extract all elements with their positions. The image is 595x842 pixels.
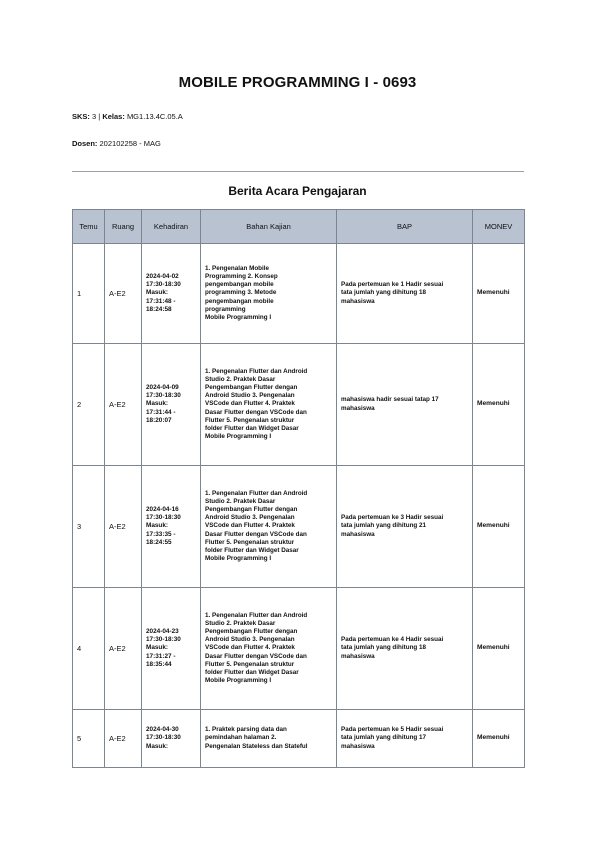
divider — [72, 171, 524, 172]
sks-value: 3 — [92, 112, 97, 121]
cell-kehadiran: 2024-04-02 17:30-18:30 Masuk: 17:31:48 - 18:24:58 — [142, 244, 201, 344]
cell-bap: Pada pertemuan ke 1 Hadir sesuai tata jumlah yang dihitung 18 mahasiswa — [337, 244, 473, 344]
cell-bap: Pada pertemuan ke 4 Hadir sesuai tata jumlah yang dihitung 18 mahasiswa — [337, 588, 473, 710]
col-header-monev: MONEV — [473, 210, 525, 244]
bap-table — [72, 209, 525, 768]
dosen-line — [72, 139, 161, 148]
col-header-bahan-kajian: Bahan Kajian — [201, 210, 337, 244]
cell-ruang: A-E2 — [105, 244, 142, 344]
cell-monev: Memenuhi — [473, 710, 525, 768]
cell-kehadiran: 2024-04-09 17:30-18:30 Masuk: 17:31:44 - 18:20:07 — [142, 344, 201, 466]
cell-monev: Memenuhi — [473, 344, 525, 466]
col-header-ruang: Ruang — [105, 210, 142, 244]
cell-bahan-kajian: 1. Pengenalan Mobile Programming 2. Konsep pengembangan mobile programming 3. Metode pengembangan mobile programming Mobile Programming I — [201, 244, 337, 344]
cell-monev: Memenuhi — [473, 466, 525, 588]
cell-ruang: A-E2 — [105, 588, 142, 710]
col-header-temu: Temu — [73, 210, 105, 244]
meta-separator: | — [98, 112, 101, 121]
col-header-bap: BAP — [337, 210, 473, 244]
cell-monev: Memenuhi — [473, 244, 525, 344]
course-title: MOBILE PROGRAMMING I - 0693 — [178, 74, 417, 91]
sks-kelas-line — [72, 112, 183, 121]
cell-ruang: A-E2 — [105, 710, 142, 768]
dosen-value: 202102258 - MAG — [99, 139, 161, 148]
cell-bahan-kajian: 1. Praktek parsing data dan pemindahan halaman 2. Pengenalan Stateless dan Stateful — [201, 710, 337, 768]
cell-bap: Pada pertemuan ke 5 Hadir sesuai tata jumlah yang dihitung 17 mahasiswa — [337, 710, 473, 768]
cell-temu: 5 — [73, 710, 105, 768]
cell-bahan-kajian: 1. Pengenalan Flutter dan Android Studio 2. Praktek Dasar Pengembangan Flutter dengan Android Studio 3. Pengenalan VSCode dan Flutter 4. Praktek Dasar Flutter dengan VSCode dan Flutter 5. Pengenalan struktur folder Flutter dan Widget Dasar Mobile Programming I — [201, 344, 337, 466]
cell-bap: mahasiswa hadir sesuai tatap 17 mahasiswa — [337, 344, 473, 466]
cell-kehadiran: 2024-04-30 17:30-18:30 Masuk: — [142, 710, 201, 768]
table-header-row — [73, 210, 525, 244]
col-header-kehadiran: Kehadiran — [142, 210, 201, 244]
cell-temu: 1 — [73, 244, 105, 344]
dosen-label: Dosen: — [72, 139, 98, 148]
cell-bahan-kajian: 1. Pengenalan Flutter dan Android Studio 2. Praktek Dasar Pengembangan Flutter dengan Android Studio 3. Pengenalan VSCode dan Flutter 4. Praktek Dasar Flutter dengan VSCode dan Flutter 5. Pengenalan struktur folder Flutter dan Widget Dasar Mobile Programming I — [201, 588, 337, 710]
table-row — [73, 244, 525, 344]
kelas-value: MG1.13.4C.05.A — [126, 112, 183, 121]
cell-bap: Pada pertemuan ke 3 Hadir sesuai tata jumlah yang dihitung 21 mahasiswa — [337, 466, 473, 588]
cell-temu: 2 — [73, 344, 105, 466]
cell-ruang: A-E2 — [105, 466, 142, 588]
cell-kehadiran: 2024-04-23 17:30-18:30 Masuk: 17:31:27 - 18:35:44 — [142, 588, 201, 710]
section-title: Berita Acara Pengajaran — [228, 184, 367, 198]
cell-monev: Memenuhi — [473, 588, 525, 710]
kelas-label: Kelas: — [102, 112, 125, 121]
cell-kehadiran: 2024-04-16 17:30-18:30 Masuk: 17:33:35 - 18:24:55 — [142, 466, 201, 588]
table-row — [73, 466, 525, 588]
cell-ruang: A-E2 — [105, 344, 142, 466]
table-row — [73, 588, 525, 710]
sks-label: SKS: — [72, 112, 90, 121]
table-row — [73, 710, 525, 768]
table-row — [73, 344, 525, 466]
cell-temu: 4 — [73, 588, 105, 710]
cell-temu: 3 — [73, 466, 105, 588]
cell-bahan-kajian: 1. Pengenalan Flutter dan Android Studio 2. Praktek Dasar Pengembangan Flutter dengan Android Studio 3. Pengenalan VSCode dan Flutter 4. Praktek Dasar Flutter dengan VSCode dan Flutter 5. Pengenalan struktur folder Flutter dan Widget Dasar Mobile Programming I — [201, 466, 337, 588]
